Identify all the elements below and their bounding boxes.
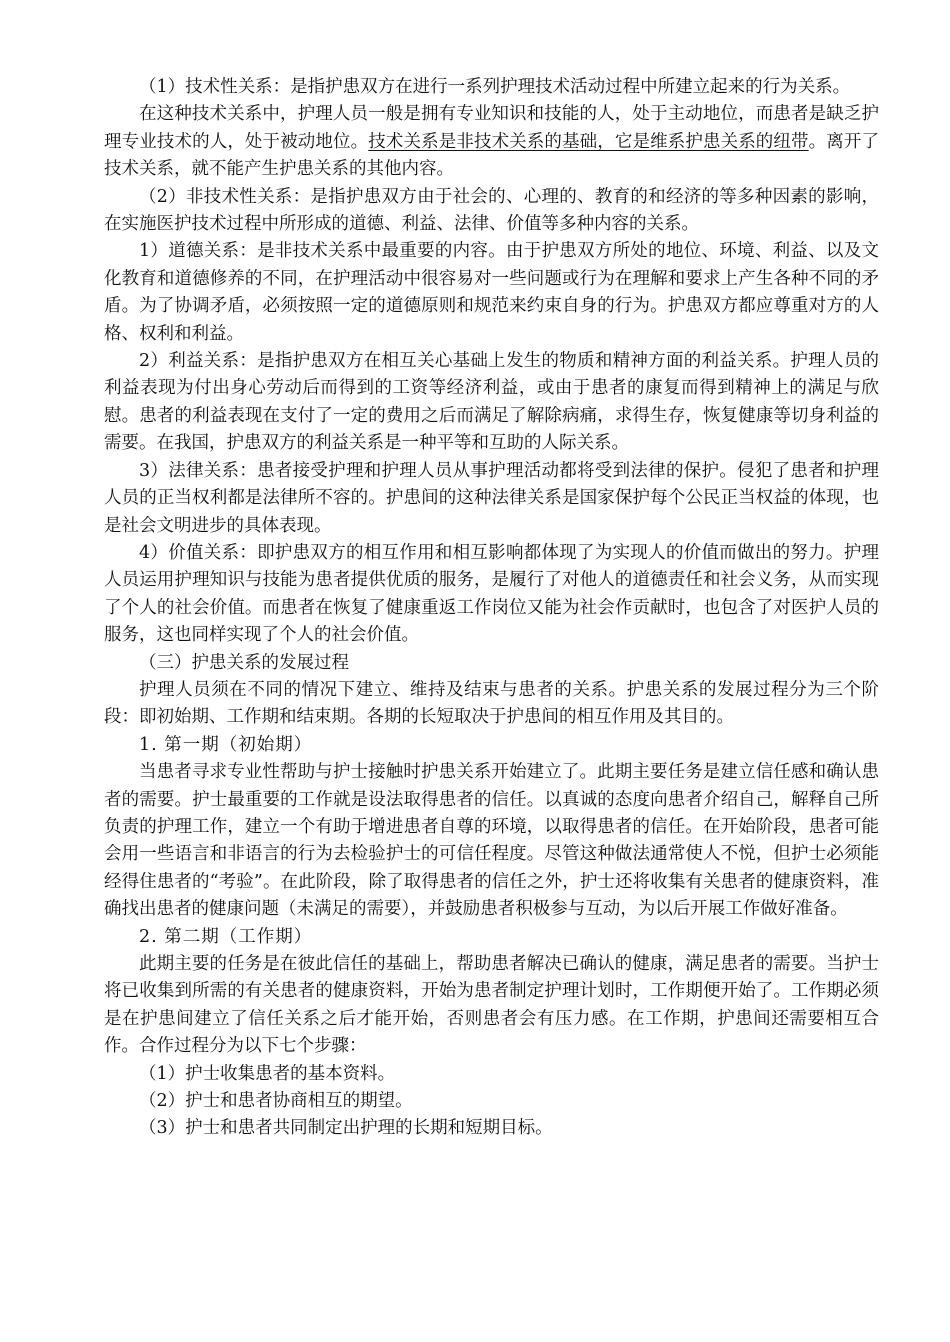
paragraph-non-technical-relation: （2）非技术性关系：是指护患双方由于社会的、心理的、教育的和经济的等多种因素的影响，在实施医护技术过程中所形成的道德、利益、法律、价值等多种内容的关系。	[104, 186, 879, 235]
text-run: 在这种技术关系中，护理人员一般是拥有专业知识和技能的人，处于主动地位，而患者是缺乏护理专业技术的人，处于被动地位。	[104, 104, 879, 152]
paragraph-initial-stage: 当患者寻求专业性帮助与护士接触时护患关系开始建立了。此期主要任务是建立信任感和确认患者的需要。护士最重要的工作就是设法取得患者的信任。以真诚的态度向患者介绍自己，解释自己所负责的护理工作，建立一个有助于增进患者自尊的环境，以取得患者的信任。在开始阶段，患者可能会用一些语言和非语言的行为去检验护士的可信任程度。尽管这种做法通常使人不悦，但护士必须能经得住患者的“考验”。在此阶段，除了取得患者的信任之外，护士还将收集有关患者的健康资料，准确找出患者的健康问题（未满足的需要），并鼓励患者积极参与互动，为以后开展工作做好准备。	[104, 762, 879, 920]
stage-heading-working	[104, 924, 879, 951]
paragraph-technical-relation-detail	[104, 101, 879, 183]
stage-heading-initial	[104, 732, 879, 759]
underlined-key-sentence: 技术关系是非技术关系的基础，它是维系护患关系的纽带	[368, 131, 809, 152]
stage-label: 2. 第二期（工作期）	[139, 926, 313, 947]
paragraph-working-stage: 此期主要的任务是在彼此信任的基础上，帮助患者解决已确认的健康，满足患者的需要。当护士将已收集到所需的有关患者的健康资料，开始为患者制定护理计划时，工作期便开始了。工作期必须是在护患间建立了信任关系之后才能开始，否则患者会有压力感。在工作期，护患间还需要相互合作。合作过程分为以下七个步骤：	[104, 954, 879, 1057]
list-item-step-2: （2）护士和患者协商相互的期望。	[139, 1091, 413, 1112]
paragraph-technical-relation: （1）技术性关系：是指护患双方在进行一系列护理技术活动过程中所建立起来的行为关系。	[139, 77, 851, 97]
stage-label: 1. 第一期（初始期）	[139, 734, 313, 755]
list-item-step-1: （1）护士收集患者的基本资料。	[139, 1063, 396, 1084]
section-heading-development: （三）护患关系的发展过程	[139, 652, 349, 673]
text-run: 。离开了技术关系，就不能产生护患关系的其他内容。	[104, 131, 880, 180]
list-item-step-3: （3）护士和患者共同制定出护理的长期和短期目标。	[139, 1118, 553, 1139]
paragraph-interest-relation: 2）利益关系：是指护患双方在相互关心基础上发生的物质和精神方面的利益关系。护理人员的利益表现为付出身心劳动后而得到的工资等经济利益，或由于患者的康复而得到精神上的满足与欣慰。患者的利益表现在支付了一定的费用之后而满足了解除病痛，求得生存，恢复健康等切身利益的需要。在我国，护患双方的利益关系是一种平等和互助的人际关系。	[104, 351, 879, 454]
paragraph-development-overview: 护理人员须在不同的情况下建立、维持及结束与患者的关系。护患关系的发展过程分为三个阶段：即初始期、工作期和结束期。各期的长短取决于护患间的相互作用及其目的。	[104, 679, 879, 728]
paragraph-moral-relation: 1）道德关系：是非技术关系中最重要的内容。由于护患双方所处的地位、环境、利益、以及文化教育和道德修养的不同，在护理活动中很容易对一些问题或行为在理解和要求上产生各种不同的矛盾。为了协调矛盾，必须按照一定的道德原则和规范来约束自身的行为。护患双方都应尊重对方的人格、权利和利益。	[104, 241, 879, 344]
paragraph-legal-relation: 3）法律关系：患者接受护理和护理人员从事护理活动都将受到法律的保护。侵犯了患者和护理人员的正当权利都是法律所不容的。护患间的这种法律关系是国家保护每个公民正当权益的体现，也是社会文明进步的具体表现。	[104, 460, 879, 536]
paragraph-value-relation: 4）价值关系：即护患双方的相互作用和相互影响都体现了为实现人的价值而做出的努力。护理人员运用护理知识与技能为患者提供优质的服务，是履行了对他人的道德责任和社会义务，从而实现了个人的社会价值。而患者在恢复了健康重返工作岗位又能为社会作贡献时，也包含了对医护人员的服务，这也同样实现了个人的社会价值。	[104, 542, 879, 646]
document-page	[104, 74, 879, 1143]
